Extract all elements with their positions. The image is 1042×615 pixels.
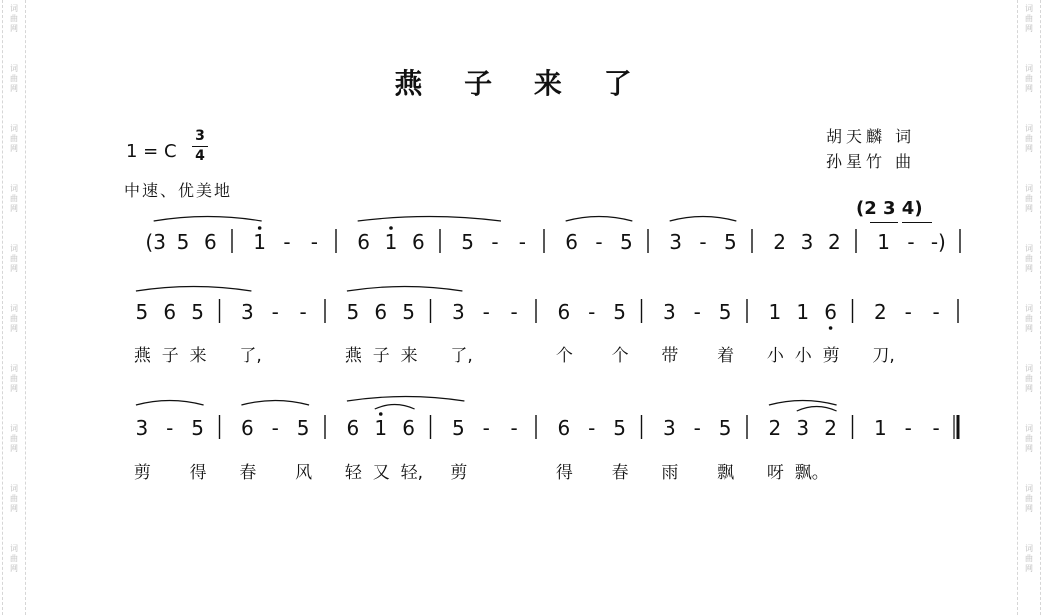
song-title: 燕 子 来 了 (394, 67, 648, 100)
slur (347, 397, 465, 402)
note-6: 6 (557, 300, 571, 324)
watermark-text: 词 曲 网 (10, 184, 18, 213)
note-5: 5 (452, 416, 465, 440)
slur (136, 287, 252, 292)
tie (375, 405, 415, 410)
note-6: 6 (411, 230, 425, 254)
note-6: 6 (402, 416, 415, 440)
octave-dot-high (379, 412, 383, 416)
lyric-syllable: 燕 (344, 346, 362, 366)
lyric-syllable: 剪 (133, 463, 151, 483)
slur (154, 217, 262, 222)
time-numerator: 3 (195, 128, 205, 144)
watermark-text: 词 曲 网 (1025, 184, 1033, 213)
lyric-syllable: 呀 (766, 463, 784, 483)
note-dash: - (904, 416, 912, 440)
note-1: 1 (374, 416, 388, 440)
note-5: 5 (135, 300, 149, 324)
note-dash: - (693, 416, 701, 440)
note-dash: - (166, 416, 174, 440)
slur (670, 217, 737, 222)
note-5: 5 (723, 230, 737, 254)
note-5: 5 (613, 416, 626, 440)
watermark-text: 词 曲 网 (1025, 64, 1033, 93)
note-6: 6 (241, 416, 254, 440)
watermark-text: 词 曲 网 (1025, 424, 1033, 453)
note-5: 5 (346, 300, 360, 324)
lyric-syllable: 来 (400, 346, 418, 366)
note-5: 5 (461, 230, 475, 254)
lyricist-credit: 胡天麟 词 (826, 127, 916, 146)
note-2: 2 (773, 230, 787, 254)
lyric-syllable: 雨 (661, 463, 679, 483)
note-dash: - (904, 300, 912, 324)
note-6: 6 (346, 416, 360, 440)
note-dash: - (271, 416, 279, 440)
octave-dot-high (389, 226, 393, 230)
lyric-syllable: 飘 (717, 463, 735, 483)
lyric-syllable: 刀, (872, 346, 895, 366)
composer-credit: 孙星竹 曲 (826, 152, 916, 171)
octave-dot-high (258, 226, 262, 230)
tempo-marking: 中速、优美地 (124, 181, 233, 200)
note-6: 6 (203, 230, 217, 254)
note-3: 3 (663, 300, 676, 324)
note-3: 3 (241, 300, 254, 324)
watermark-text: 词 曲 网 (10, 304, 18, 333)
note-6: 6 (824, 300, 837, 324)
note-dash: - (310, 230, 318, 254)
watermark-text: 词 曲 网 (10, 4, 18, 33)
intro-ending-text: (2 3 4) (856, 198, 923, 219)
note-dash: - (588, 300, 596, 324)
note-6: 6 (357, 230, 371, 254)
watermark-text: 词 曲 网 (10, 364, 18, 393)
lyric-syllable: 又 (372, 463, 390, 483)
note-5: 5 (613, 300, 626, 324)
note-dash: - (491, 230, 499, 254)
note-dash: - (299, 300, 307, 324)
note-1: 1 (874, 416, 887, 440)
note-6: 6 (374, 300, 388, 324)
note-5: 5 (402, 300, 415, 324)
note-1: 1 (796, 300, 810, 324)
note-dash: - (932, 416, 940, 440)
note-3: 3 (663, 416, 676, 440)
lyric-syllable: 风 (295, 463, 313, 483)
lyric-syllable: 飘。 (794, 463, 829, 483)
note-dash: - (482, 300, 490, 324)
lyric-syllable: 春 (239, 463, 257, 483)
watermark-text: 词 曲 网 (10, 424, 18, 453)
slur (347, 287, 463, 292)
note-dash: - (699, 230, 707, 254)
lyric-syllable: 剪 (822, 346, 840, 366)
lyric-syllable: 子 (372, 346, 390, 366)
note-6: 6 (163, 300, 177, 324)
slur (769, 401, 837, 406)
slur (136, 401, 204, 406)
slur (241, 401, 309, 406)
lyric-syllable: 了, (239, 346, 262, 366)
lyric-syllable: 轻, (400, 463, 423, 483)
note-dash: - (510, 300, 518, 324)
time-denominator: 4 (195, 148, 205, 164)
note-3: 3 (135, 416, 149, 440)
note-1: 1 (768, 300, 782, 324)
slur (358, 217, 501, 222)
note-2: 2 (827, 230, 841, 254)
lyric-syllable: 带 (661, 346, 679, 366)
watermark-text: 词 曲 网 (1025, 304, 1033, 333)
lyric-syllable: 小 (794, 346, 812, 366)
watermark-text: 词 曲 网 (10, 124, 18, 153)
note-dash: - (510, 416, 518, 440)
lyric-syllable: 着 (717, 346, 735, 366)
note-5: 5 (191, 300, 204, 324)
note-5: 5 (296, 416, 310, 440)
lyric-syllable: 得 (189, 463, 207, 483)
lyric-syllable: 来 (189, 346, 207, 366)
note-1: 1 (384, 230, 398, 254)
note-1: 1 (877, 230, 891, 254)
octave-dot-low (829, 326, 833, 330)
note-dash: - (693, 300, 701, 324)
lyric-syllable: 春 (611, 463, 629, 483)
note-2: 2 (768, 416, 782, 440)
watermark-text: 词 曲 网 (1025, 364, 1033, 393)
note-3: 3 (796, 416, 810, 440)
note-3: (3 (145, 230, 166, 254)
lyric-syllable: 小 (766, 346, 784, 366)
note-dash: - (588, 416, 596, 440)
lyric-syllable: 燕 (133, 346, 151, 366)
note-5: 5 (718, 416, 732, 440)
note-3: 3 (800, 230, 814, 254)
lyric-syllable: 剪 (450, 463, 468, 483)
watermark-text: 词 曲 网 (10, 244, 18, 273)
note-dash: - (518, 230, 526, 254)
key-signature: 1 = C (126, 141, 177, 162)
watermark-text: 词 曲 网 (1025, 484, 1033, 513)
note-sym: -) (930, 230, 946, 254)
lyric-syllable: 个 (611, 346, 629, 366)
lyric-syllable: 了, (450, 346, 473, 366)
note-dash: - (595, 230, 603, 254)
watermark-text: 词 曲 网 (1025, 244, 1033, 273)
note-5: 5 (176, 230, 190, 254)
note-3: 3 (669, 230, 683, 254)
lyric-syllable: 得 (555, 463, 573, 483)
watermark-text: 词 曲 网 (1025, 4, 1033, 33)
note-dash: - (907, 230, 915, 254)
note-3: 3 (452, 300, 465, 324)
lyric-syllable: 子 (161, 346, 179, 366)
note-5: 5 (191, 416, 204, 440)
note-dash: - (932, 300, 940, 324)
note-dash: - (271, 300, 279, 324)
note-dash: - (283, 230, 291, 254)
note-1: 1 (253, 230, 267, 254)
watermark-text: 词 曲 网 (10, 484, 18, 513)
watermark-text: 词 曲 网 (10, 64, 18, 93)
note-2: 2 (824, 416, 837, 440)
note-dash: - (482, 416, 490, 440)
note-2: 2 (874, 300, 887, 324)
lyric-syllable: 个 (555, 346, 573, 366)
tie (797, 407, 837, 412)
watermark-text: 词 曲 网 (10, 544, 18, 573)
watermark-text: 词 曲 网 (1025, 544, 1033, 573)
watermark-text: 词 曲 网 (1025, 124, 1033, 153)
note-6: 6 (565, 230, 579, 254)
slur (566, 217, 633, 222)
note-5: 5 (619, 230, 633, 254)
lyric-syllable: 轻 (344, 463, 362, 483)
note-6: 6 (557, 416, 571, 440)
note-5: 5 (718, 300, 732, 324)
